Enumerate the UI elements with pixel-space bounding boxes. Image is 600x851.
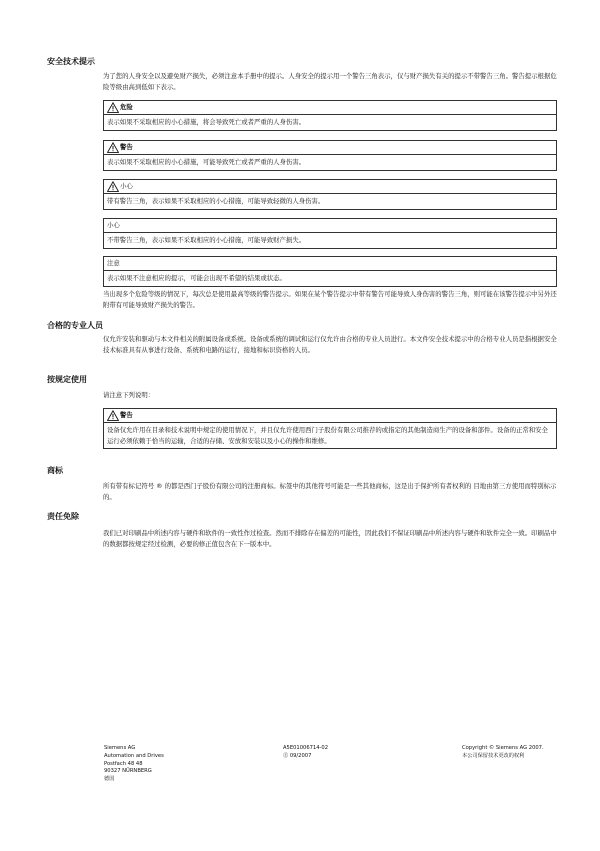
safety-heading: 安全技术提示 bbox=[47, 57, 95, 66]
footer-address-line: Postfach 48 48 bbox=[104, 760, 143, 767]
caution-box bbox=[103, 179, 557, 210]
caution-no-triangle-title: 小心 bbox=[104, 219, 556, 233]
notice-box-body: 表示如果不注意相应的提示，可能会出现不希望的结果或状态。 bbox=[107, 274, 286, 282]
footer-address-line: Siemens AG bbox=[104, 745, 136, 751]
footer-rights-line: 本公司保留技术更改的权利 bbox=[462, 752, 525, 759]
qualified-text: 仅允许安装和驱动与本文件相关的附属设备或系统。设备或系统的调试和运行仅允许由合格的专业人员进行。本文件安全技术提示中的合格专业人员是指根据安全技术标准具有从事进行设备、系统和电路的运行，接地和标识资格的人员。 bbox=[103, 335, 557, 354]
danger-box-body: 表示如果不采取相应的小心措施，将会导致死亡或者严重的人身伤害。 bbox=[107, 118, 306, 126]
footer-address-line: Automation and Drives bbox=[104, 752, 164, 759]
notice-box bbox=[103, 256, 557, 287]
caution-no-triangle-box bbox=[103, 218, 557, 249]
qualified-heading: 合格的专业人员 bbox=[47, 321, 103, 330]
trademark-text: 所有带有标记符号 ® 的都是西门子股份有限公司的注册商标。标签中的其他符号可能是一些其他商标，这是出于保护所有者权利的 目地由第三方使用而特别标示的。 bbox=[103, 482, 557, 501]
footer-copyright-line: Copyright © Siemens AG 2007. bbox=[462, 745, 544, 751]
safety-outro: 当出现多个危险等级的情况下，每次总是使用最高等级的警告提示。如果在某个警告提示中带有警告可能导致人身伤害的警告三角，则可能在该警告提示中另外还附带有可能导致财产损失的警告。 bbox=[103, 290, 557, 309]
trademark-heading: 商标 bbox=[47, 466, 63, 475]
usage-heading: 按规定使用 bbox=[47, 375, 87, 384]
footer-address-line: 德国 bbox=[104, 776, 115, 783]
usage-text: 请注意下列说明： bbox=[103, 391, 155, 399]
usage-warning-title-text: 警告 bbox=[120, 411, 133, 419]
footer-order-number: A5E01006714-02 bbox=[283, 745, 329, 751]
warning-box bbox=[103, 140, 557, 171]
footer-address bbox=[104, 745, 164, 784]
warning-triangle-icon bbox=[107, 102, 119, 113]
safety-intro: 为了您的人身安全以及避免财产损失，必须注意本手册中的提示。人身安全的提示用一个警告三角表示，仅与财产损失有关的提示不带警告三角。警告提示根据危险等级由高到低如下表示。 bbox=[103, 72, 557, 91]
caution-box-title bbox=[104, 180, 556, 194]
warning-box-title bbox=[104, 141, 556, 155]
warning-box-body: 表示如果不采取相应的小心措施，可能导致死亡或者严重的人身伤害。 bbox=[107, 158, 306, 166]
footer-edition: Ⓔ 09/2007 bbox=[283, 752, 312, 759]
caution-box-body: 带有警告三角，表示如果不采取相应的小心措施，可能导致轻微的人身伤害。 bbox=[107, 197, 325, 205]
footer-copyright bbox=[462, 745, 544, 761]
disclaimer-text: 我们已对印刷品中所述内容与硬件和软件的一致性作过检查。然而不排除存在偏差的可能性，因此我们不保证印刷品中所述内容与硬件和软件完全一致。印刷品中的数据都按规定经过检测，必要的修正值包含在下一版本中。 bbox=[103, 529, 557, 548]
footer-document-info bbox=[283, 745, 328, 761]
danger-box-title bbox=[104, 101, 556, 115]
caution-no-triangle-body: 不带警告三角，表示如果不采取相应的小心措施，可能导致财产损失。 bbox=[107, 236, 306, 244]
usage-warning-title bbox=[104, 409, 556, 423]
warning-triangle-icon bbox=[107, 142, 119, 153]
usage-warning-box bbox=[103, 408, 557, 449]
danger-title-text: 危险 bbox=[120, 103, 133, 111]
warning-triangle-icon bbox=[107, 410, 119, 421]
warning-triangle-icon bbox=[107, 181, 119, 192]
caution-title-text: 小心 bbox=[120, 182, 133, 190]
warning-title-text: 警告 bbox=[120, 143, 133, 151]
notice-box-title: 注意 bbox=[104, 257, 556, 271]
footer-address-line: 90327 NÜRNBERG bbox=[104, 768, 152, 775]
usage-warning-body: 设备仅允许用在目录和技术说明中规定的使用情况下，并且仅允许使用西门子股份有限公司推荐的或指定的其他制造商生产的设备和部件。设备的正常和安全运行必须依赖于恰当的运输，合适的存储、安放和安装以及小心的操作和维修。 bbox=[107, 426, 548, 445]
disclaimer-heading: 责任免除 bbox=[47, 512, 79, 521]
danger-box bbox=[103, 100, 557, 131]
